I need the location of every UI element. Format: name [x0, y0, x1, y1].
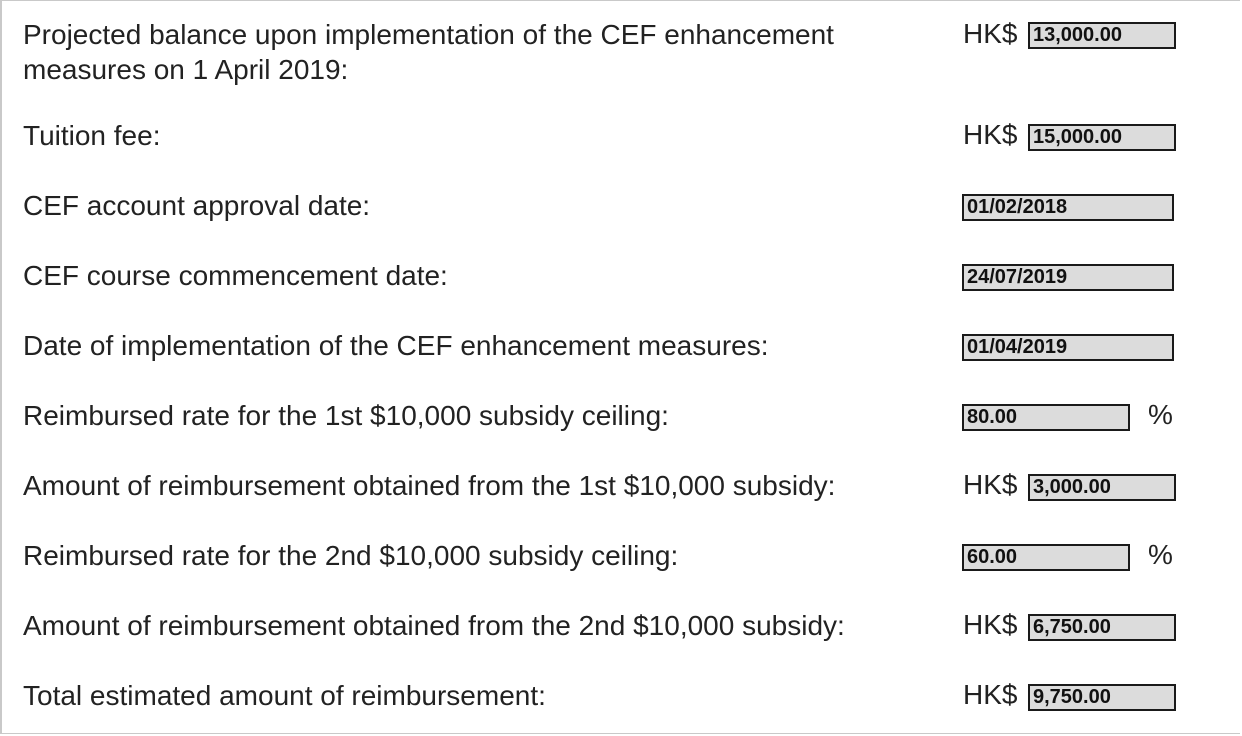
second-rate-percent: %: [1148, 539, 1173, 570]
implementation-date-label: Date of implementation of the CEF enhancement measures:: [23, 330, 769, 361]
tuition-fee-currency: HK$: [963, 119, 1018, 150]
total-reimbursement-currency: HK$: [963, 679, 1018, 710]
second-rate-label: Reimbursed rate for the 2nd $10,000 subsidy ceiling:: [23, 540, 679, 571]
first-rate-percent: %: [1148, 399, 1173, 430]
first-reimbursement-label: Amount of reimbursement obtained from the 1st $10,000 subsidy:: [23, 470, 836, 501]
second-reimbursement-label: Amount of reimbursement obtained from the 2nd $10,000 subsidy:: [23, 610, 845, 641]
commencement-date-field[interactable]: 24/07/2019: [962, 264, 1174, 291]
first-reimbursement-currency: HK$: [963, 469, 1018, 500]
second-reimbursement-currency: HK$: [963, 609, 1018, 640]
implementation-date-field[interactable]: 01/04/2019: [962, 334, 1174, 361]
projected-balance-currency: HK$: [963, 18, 1018, 49]
first-reimbursement-field[interactable]: 3,000.00: [1028, 474, 1176, 501]
projected-balance-label-line1: Projected balance upon implementation of the CEF enhancement: [23, 19, 834, 50]
second-reimbursement-field[interactable]: 6,750.00: [1028, 614, 1176, 641]
tuition-fee-field[interactable]: 15,000.00: [1028, 124, 1176, 151]
first-rate-label: Reimbursed rate for the 1st $10,000 subsidy ceiling:: [23, 400, 669, 431]
commencement-date-label: CEF course commencement date:: [23, 260, 448, 291]
projected-balance-label: [23, 17, 834, 87]
total-reimbursement-label: Total estimated amount of reimbursement:: [23, 680, 546, 711]
projected-balance-field[interactable]: 13,000.00: [1028, 22, 1176, 49]
second-rate-field[interactable]: 60.00: [962, 544, 1130, 571]
approval-date-label: CEF account approval date:: [23, 190, 371, 221]
first-rate-field[interactable]: 80.00: [962, 404, 1130, 431]
tuition-fee-label: Tuition fee:: [23, 120, 161, 151]
total-reimbursement-field[interactable]: 9,750.00: [1028, 684, 1176, 711]
approval-date-field[interactable]: 01/02/2018: [962, 194, 1174, 221]
projected-balance-label-line2: measures on 1 April 2019:: [23, 54, 349, 85]
